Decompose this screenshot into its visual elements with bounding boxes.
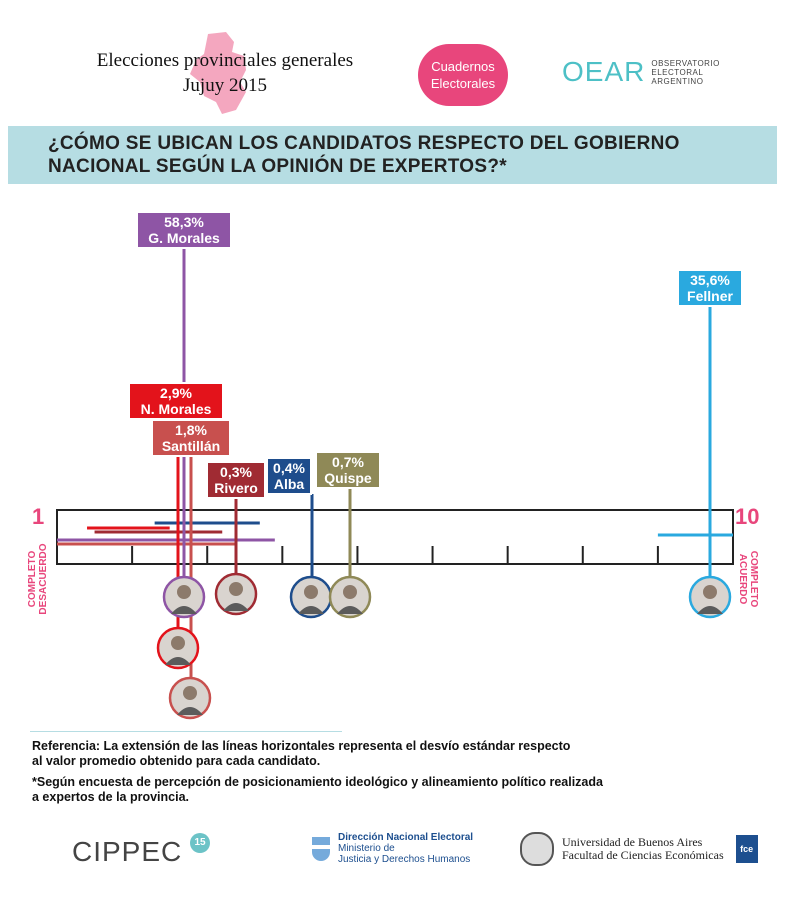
dne-text xyxy=(338,832,473,865)
title-line-2: Jujuy 2015 xyxy=(183,75,267,96)
candidate-labels xyxy=(129,212,742,498)
portrait-head-icon xyxy=(304,585,318,599)
uba-seal-icon xyxy=(520,832,554,866)
dne-line-2: Ministerio de xyxy=(338,843,395,854)
question-line-1: ¿CÓMO SE UBICAN LOS CANDIDATOS RESPECTO DEL GOBIERNO xyxy=(48,133,680,154)
candidate-name: G. Morales xyxy=(148,230,220,246)
badge-line-1: Cuadernos xyxy=(431,59,495,74)
cippec-badge: 15 xyxy=(190,833,210,853)
scale-min-label: 1 xyxy=(32,504,45,529)
footer-logos xyxy=(0,820,785,880)
footnote-line-2: a expertos de la provincia. xyxy=(32,790,190,804)
dne-logo xyxy=(312,832,473,865)
portrait-head-icon xyxy=(229,582,243,596)
footnote-line-1: *Según encuesta de percepción de posicionamiento ideológico y alineamiento político realizada xyxy=(32,775,603,789)
candidate-percentage: 35,6% xyxy=(690,272,730,288)
portrait-head-icon xyxy=(703,585,717,599)
title-line-1: Elecciones provinciales generales xyxy=(96,50,354,71)
oear-sub-2: ELECTORAL xyxy=(651,67,704,77)
candidate-percentage: 0,3% xyxy=(220,464,252,480)
scale-max-label: 10 xyxy=(735,504,760,529)
scale-bar xyxy=(57,510,733,564)
candidate-name: Quispe xyxy=(324,470,372,486)
dne-line-3: Justicia y Derechos Humanos xyxy=(338,854,471,865)
portrait-head-icon xyxy=(343,585,357,599)
max-desc-2: ACUERDO xyxy=(737,553,748,605)
portrait-head-icon xyxy=(177,585,191,599)
uba-text xyxy=(562,836,724,862)
reference-note xyxy=(32,739,712,811)
oear-wordmark: OEAR xyxy=(562,56,646,87)
reference-line-2: al valor promedio obtenido para cada candidato. xyxy=(32,754,321,768)
min-desc-2: DESACUERDO xyxy=(38,543,49,615)
scale-max-description xyxy=(737,529,759,629)
fce-logo: fce xyxy=(736,835,758,863)
candidate-percentage: 0,4% xyxy=(273,460,305,476)
candidate-name: Alba xyxy=(273,476,305,492)
badge-line-2: Electorales xyxy=(430,76,496,91)
argentina-shield-icon xyxy=(312,837,330,861)
oear-sub-1: OBSERVATORIO xyxy=(651,58,720,68)
candidate-name: N. Morales xyxy=(140,401,212,417)
candidate-percentage: 58,3% xyxy=(164,214,204,230)
oear-sub-3: ARGENTINO xyxy=(651,76,704,86)
candidate-name: Fellner xyxy=(687,288,733,304)
uba-logo xyxy=(520,832,758,866)
uba-line-2: Facultad de Ciencias Económicas xyxy=(562,848,724,862)
scale-min-description xyxy=(27,529,49,629)
reference-divider xyxy=(30,731,342,732)
reference-line-1: Referencia: La extensión de las líneas horizontales representa el desvío estándar respecto xyxy=(32,739,571,753)
portrait-head-icon xyxy=(183,686,197,700)
candidate-name: Rivero xyxy=(214,480,258,496)
portrait-head-icon xyxy=(171,636,185,650)
cippec-logo: CIPPEC xyxy=(72,836,183,867)
candidate-name: Santillán xyxy=(161,438,221,454)
candidate-percentage: 2,9% xyxy=(160,385,192,401)
uba-line-1: Universidad de Buenos Aires xyxy=(562,835,703,849)
max-desc-1: COMPLETO xyxy=(748,550,759,608)
min-desc-1: COMPLETO xyxy=(27,550,38,608)
candidate-percentage: 1,8% xyxy=(175,422,207,438)
dne-line-1: Dirección Nacional Electoral xyxy=(338,832,474,843)
candidate-percentage: 0,7% xyxy=(332,454,364,470)
candidate-portraits xyxy=(158,574,730,718)
question-line-2: NACIONAL SEGÚN LA OPINIÓN DE EXPERTOS?* xyxy=(48,156,507,177)
